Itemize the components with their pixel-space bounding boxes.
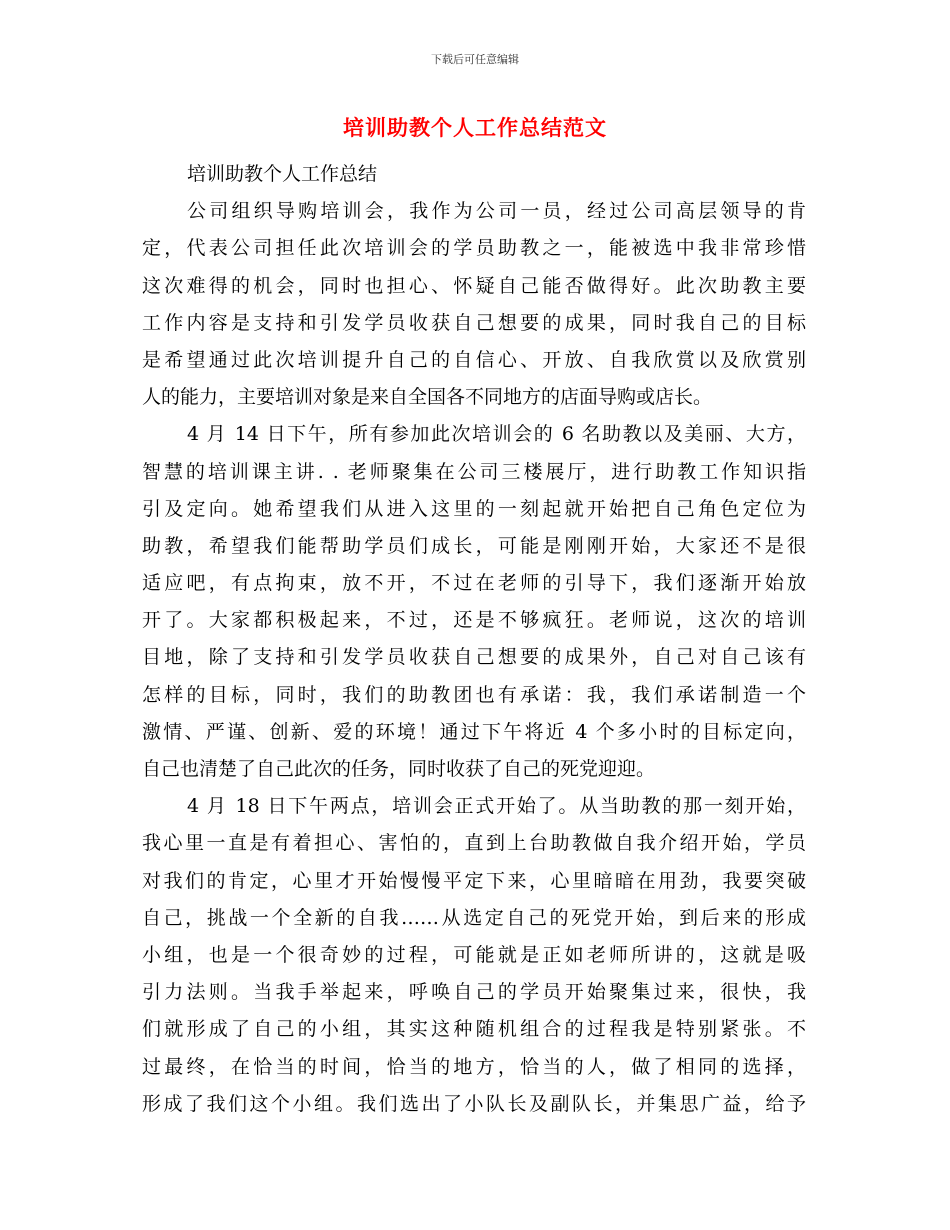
paragraph-line: 4 月 18 日下午两点，培训会正式开始了。从当助教的那一刻开始， (187, 795, 806, 818)
paragraph-line: 人的能力，主要培训对象是来自全国各不同地方的店面导购或店长。 (142, 386, 713, 409)
paragraph-line: 智慧的培训课主讲. . 老师聚集在公司三楼展厅，进行助教工作知识指 (142, 460, 806, 483)
paragraph-line: 引力法则。当我手举起来，呼唤自己的学员开始聚集过来，很快，我 (142, 981, 806, 1004)
paragraph-line: 公司组织导购培训会，我作为公司一员，经过公司高层领导的肯 (187, 200, 806, 223)
document-body (142, 156, 806, 1123)
paragraph-line: 引及定向。她希望我们从进入这里的一刻起就开始把自己角色定位为 (142, 497, 806, 520)
paragraph-line: 自己也清楚了自己此次的任务，同时收获了自己的死党迎迎。 (142, 758, 656, 780)
paragraph-line: 目地，除了支持和引发学员收获自己想要的成果外，自己对自己该有 (142, 646, 806, 669)
paragraph-line: 定，代表公司担任此次培训会的学员助教之一，能被选中我非常珍惜 (142, 237, 806, 260)
paragraph-line: 适应吧，有点拘束，放不开，不过在老师的引导下，我们逐渐开始放 (142, 572, 806, 595)
document-title: 培训助教个人工作总结范文 (343, 115, 607, 140)
paragraph-line: 我心里一直是有着担心、害怕的，直到上台助教做自我介绍开始，学员 (142, 832, 806, 855)
paragraph-line: 是希望通过此次培训提升自己的自信心、开放、自我欣赏以及欣赏别 (142, 348, 806, 371)
paragraph-line: 开了。大家都积极起来，不过，还是不够疯狂。老师说，这次的培训 (142, 609, 806, 632)
paragraph-line: 这次难得的机会，同时也担心、怀疑自己能否做得好。此次助教主要 (142, 274, 806, 297)
paragraph-line: 过最终，在恰当的时间，恰当的地方，恰当的人，做了相同的选择， (142, 1055, 806, 1078)
paragraph-line: 形成了我们这个小组。我们选出了小队长及副队长，并集思广益，给予 (142, 1092, 806, 1115)
header-note: 下载后可任意编辑 (431, 53, 519, 66)
paragraph-line: 助教，希望我们能帮助学员们成长，可能是刚刚开始，大家还不是很 (142, 534, 806, 557)
paragraph-line: 4 月 14 日下午，所有参加此次培训会的 6 名助教以及美丽、大方， (187, 423, 806, 446)
section-heading: 培训助教个人工作总结 (187, 163, 378, 185)
paragraph-line: 怎样的目标，同时，我们的助教团也有承诺：我，我们承诺制造一个 (142, 683, 806, 706)
paragraph-line: 激情、严谨、创新、爱的环境！通过下午将近 4 个多小时的目标定向， (142, 720, 806, 743)
paragraph-line: 对我们的肯定，心里才开始慢慢平定下来，心里暗暗在用劲，我要突破 (142, 869, 806, 892)
paragraph-line: 工作内容是支持和引发学员收获自己想要的成果，同时我自己的目标 (142, 311, 806, 334)
paragraph-line: 小组，也是一个很奇妙的过程，可能就是正如老师所讲的，这就是吸 (142, 943, 806, 966)
paragraph-line: 自己，挑战一个全新的自我……从选定自己的死党开始，到后来的形成 (142, 906, 806, 929)
paragraph-line: 们就形成了自己的小组，其实这种随机组合的过程我是特别紧张。不 (142, 1018, 806, 1041)
